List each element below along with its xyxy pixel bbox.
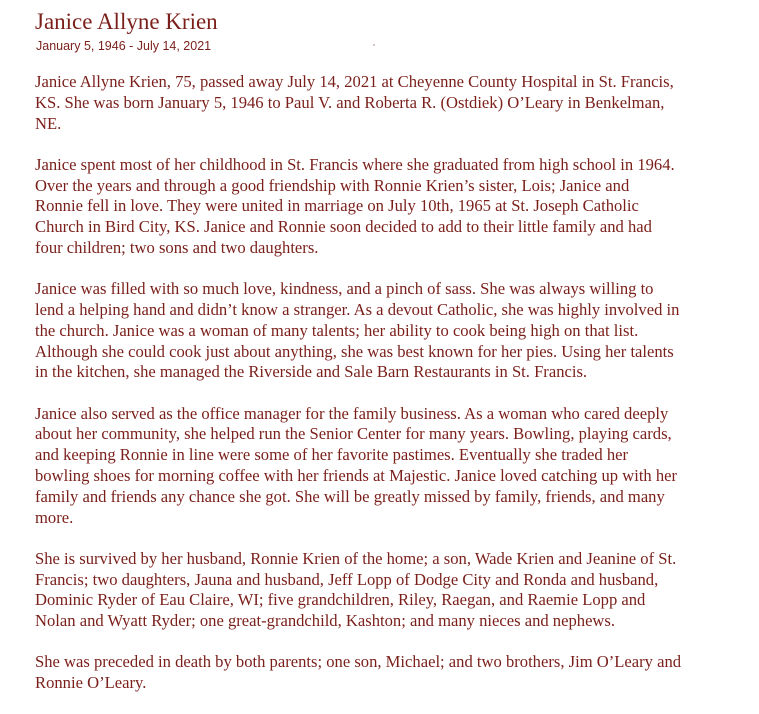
text-line: the church. Janice was a woman of many talents; her ability to cook being high on that list. [35, 320, 639, 340]
text-line: Janice also served as the office manager for the family business. As a woman who cared deeply [35, 403, 669, 423]
text-line: more. [35, 507, 74, 527]
text-line: Janice Allyne Krien, 75, passed away July 14, 2021 at Cheyenne County Hospital in St. Francis, [35, 72, 674, 91]
text-line: Janice was filled with so much love, kindness, and a pinch of sass. She was always willing to [35, 279, 654, 299]
obituary-paragraph-5 [35, 549, 740, 632]
text-line: about her community, she helped run the Senior Center for many years. Bowling, playing cards, [35, 424, 672, 444]
obituary-paragraph-6 [35, 652, 740, 694]
text-line: Francis; two daughters, Jauna and husband, Jeff Lopp of Dodge City and Ronda and husband, [35, 569, 659, 589]
text-line: Over the years and through a good friendship with Ronnie Krien’s sister, Lois; Janice and [35, 175, 630, 195]
text-line: Ronnie fell in love. They were united in marriage on July 10th, 1965 at St. Joseph Catholic [35, 196, 639, 216]
text-line: She is survived by her husband, Ronnie Krien of the home; a son, Wade Krien and Jeanine of St. [35, 548, 677, 568]
scan-speck [373, 44, 375, 46]
text-line: family and friends any chance she got. She will be greatly missed by family, friends, and many [35, 486, 665, 506]
text-line: Ronnie O’Leary. [35, 673, 147, 693]
obituary-paragraph-4 [35, 404, 740, 529]
text-line: Janice spent most of her childhood in St. Francis where she graduated from high school in 1964. [35, 154, 675, 174]
text-line: Nolan and Wyatt Ryder; one great-grandchild, Kashton; and many nieces and nephews. [35, 611, 616, 631]
text-line: lend a helping hand and didn’t know a stranger. As a devout Catholic, she was highly involved in [35, 299, 680, 319]
obituary-body [35, 72, 740, 714]
text-line: bowling shoes for morning coffee with her friends at Majestic. Janice loved catching up with her [35, 465, 678, 485]
text-line: and keeping Ronnie in line were some of her favorite pastimes. Eventually she traded her [35, 445, 629, 465]
obituary-title: Janice Allyne Krien [35, 9, 218, 34]
text-line: four children; two sons and two daughters. [35, 237, 319, 257]
obituary-paragraph-2 [35, 155, 740, 259]
text-line: She was preceded in death by both parents; one son, Michael; and two brothers, Jim O’Leary and [35, 652, 682, 672]
text-line: Although she could cook just about anything, she was best known for her pies. Using her talents [35, 341, 674, 361]
obituary-dates: January 5, 1946 - July 14, 2021 [36, 39, 212, 53]
obituary-paragraph-1 [35, 72, 740, 134]
text-line: in the kitchen, she managed the Riverside and Sale Barn Restaurants in St. Francis. [35, 362, 588, 382]
text-line: NE. [35, 113, 62, 133]
text-line: Dominic Ryder of Eau Claire, WI; five grandchildren, Riley, Raegan, and Raemie Lopp and [35, 590, 646, 610]
obituary-paragraph-3 [35, 279, 740, 383]
text-line: Church in Bird City, KS. Janice and Ronnie soon decided to add to their little family and had [35, 217, 652, 237]
text-line: KS. She was born January 5, 1946 to Paul V. and Roberta R. (Ostdiek) O’Leary in Benkelman, [35, 92, 665, 112]
